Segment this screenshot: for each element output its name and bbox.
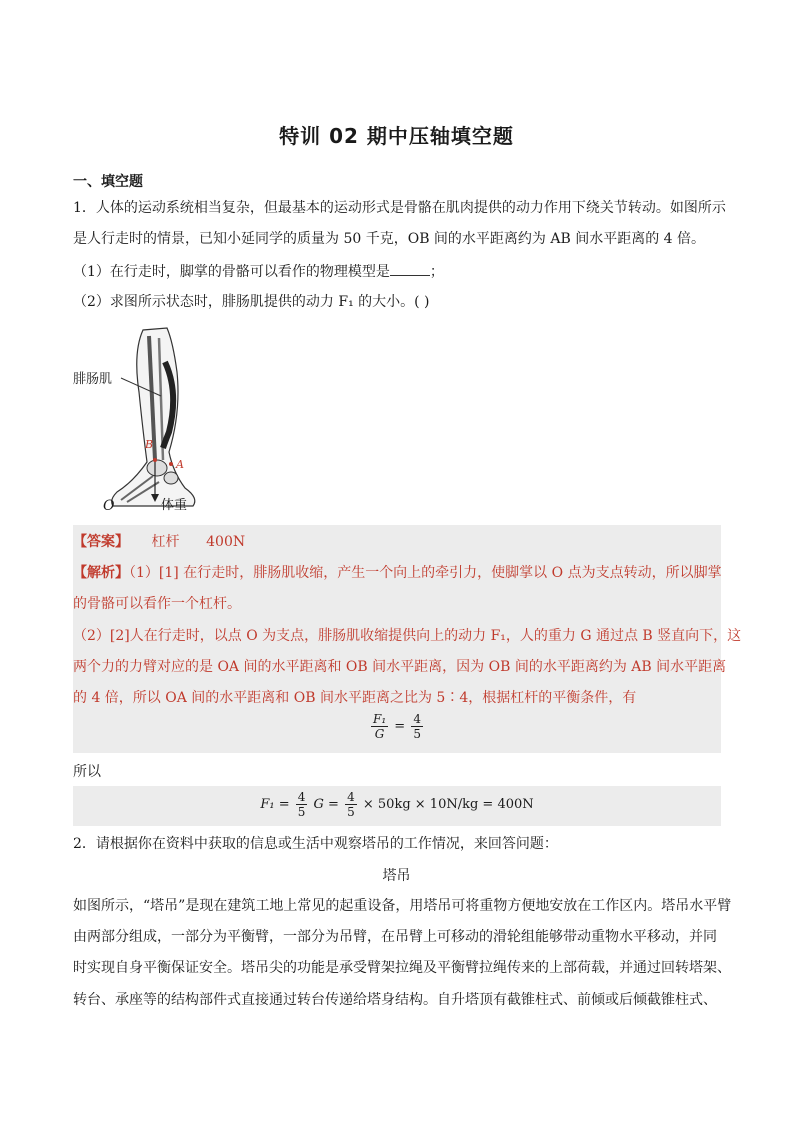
q2-line4: 转台、承座等的结构部件式直接通过转台传递给塔身结构。自升塔顶有截锥柱式、前倾或后倾截锥柱式、 bbox=[73, 992, 717, 1008]
analysis-p2-line3: 的 4 倍，所以 OA 间的水平距离和 OB 间水平距离之比为 5∶4，根据杠杆的平衡条件，有 bbox=[73, 690, 637, 706]
analysis-p1-line2: 的骨骼可以看作一个杠杆。 bbox=[73, 596, 241, 612]
q2-line3: 时实现自身平衡保证安全。塔吊尖的功能是承受臂架拉绳及平衡臂拉绳传来的上部荷载，并通过回转塔架、 bbox=[73, 960, 731, 976]
point-O-label: O bbox=[103, 498, 115, 514]
fraction-f1-g bbox=[371, 712, 388, 741]
answer-label: 【答案】 bbox=[73, 534, 129, 550]
q2-line1: 如图所示，“塔吊”是现在建筑工地上常见的起重设备，用塔吊可将重物方便地安放在工作区内。塔吊水平臂 bbox=[73, 898, 732, 914]
q1-sub1-end: ； bbox=[429, 264, 444, 280]
so-text: 所以 bbox=[73, 764, 101, 780]
q2-line2: 由两部分组成，一部分为平衡臂，一部分为吊臂，在吊臂上可移动的滑轮组能够带动重物水平移动，并同 bbox=[73, 929, 717, 945]
eq-rhs: × 50kg × 10N/kg = 400N bbox=[362, 797, 534, 812]
section-heading: 一、填空题 bbox=[73, 174, 143, 190]
fraction-4-5-a bbox=[296, 790, 308, 819]
fraction-den: 5 bbox=[413, 727, 421, 741]
fraction-4-5 bbox=[411, 712, 423, 741]
fraction-den: 5 bbox=[297, 805, 306, 819]
q1-line1: 1．人体的运动系统相当复杂，但最基本的运动形式是骨骼在肌肉提供的动力作用下绕关节转动。如图所示 bbox=[73, 200, 726, 216]
point-A-label: A bbox=[176, 458, 184, 471]
fraction-den: 5 bbox=[347, 805, 355, 819]
analysis-p1-line1 bbox=[73, 563, 722, 583]
analysis-p1-text: （1）[1] 在行走时，腓肠肌收缩，产生一个向上的牵引力，使脚掌以 O 点为支点转动，所以脚掌 bbox=[129, 565, 722, 581]
equation-result bbox=[73, 790, 721, 819]
weight-label: 体重 bbox=[161, 498, 188, 513]
fraction-den: G bbox=[374, 727, 385, 741]
leg-lever-figure bbox=[73, 322, 233, 512]
muscle-label: 腓肠肌 bbox=[73, 372, 113, 387]
fraction-num: 4 bbox=[413, 712, 421, 726]
q1-line2: 是人行走时的情景，已知小延同学的质量为 50 千克，OB 间的水平距离约为 AB 间水平距离的 4 倍。 bbox=[73, 231, 706, 247]
answer-blank[interactable] bbox=[390, 261, 430, 276]
equation-ratio: $\frac{\text{F₁}}{G}$ = $\frac{4}{5}$ bbox=[373, 712, 421, 741]
fraction-num: 4 bbox=[297, 790, 306, 804]
answer-content: 杠杆 400N bbox=[151, 534, 246, 550]
q1-sub1 bbox=[73, 261, 444, 282]
q1-sub1-text: （1）在行走时，脚掌的骨骼可以看作的物理模型是 bbox=[73, 264, 390, 280]
fraction-num: F₁ bbox=[373, 712, 387, 726]
point-A-marker bbox=[169, 462, 173, 466]
point-B-marker bbox=[153, 458, 157, 462]
q2-intro: 2．请根据你在资料中获取的信息或生活中观察塔吊的工作情况，来回答问题： bbox=[73, 836, 558, 852]
q1-sub2: （2）求图所示状态时，腓肠肌提供的动力 F₁ 的大小。( ) bbox=[73, 294, 430, 310]
page-title: 特训 02 期中压轴填空题 bbox=[279, 124, 514, 148]
answer-row bbox=[73, 532, 245, 552]
fraction-num: 4 bbox=[347, 790, 355, 804]
eq-mid: G = bbox=[313, 797, 339, 812]
fraction-4-5-b bbox=[345, 790, 357, 819]
analysis-p2-line1: （2）[2]人在行走时，以点 O 为支点，腓肠肌收缩提供向上的动力 F₁，人的重力 G 通过点 B 竖直向下，这 bbox=[73, 628, 742, 644]
eq-lhs: F₁ = bbox=[260, 797, 290, 812]
q2-heading: 塔吊 bbox=[382, 868, 411, 884]
analysis-p2-line2: 两个力的力臂对应的是 OA 间的水平距离和 OB 间水平距离，因为 OB 间的水平距离约为 AB 间水平距离 bbox=[73, 659, 727, 675]
analysis-label: 【解析】 bbox=[73, 565, 129, 581]
point-B-label: B bbox=[145, 438, 154, 451]
leg-diagram-svg bbox=[73, 322, 233, 512]
